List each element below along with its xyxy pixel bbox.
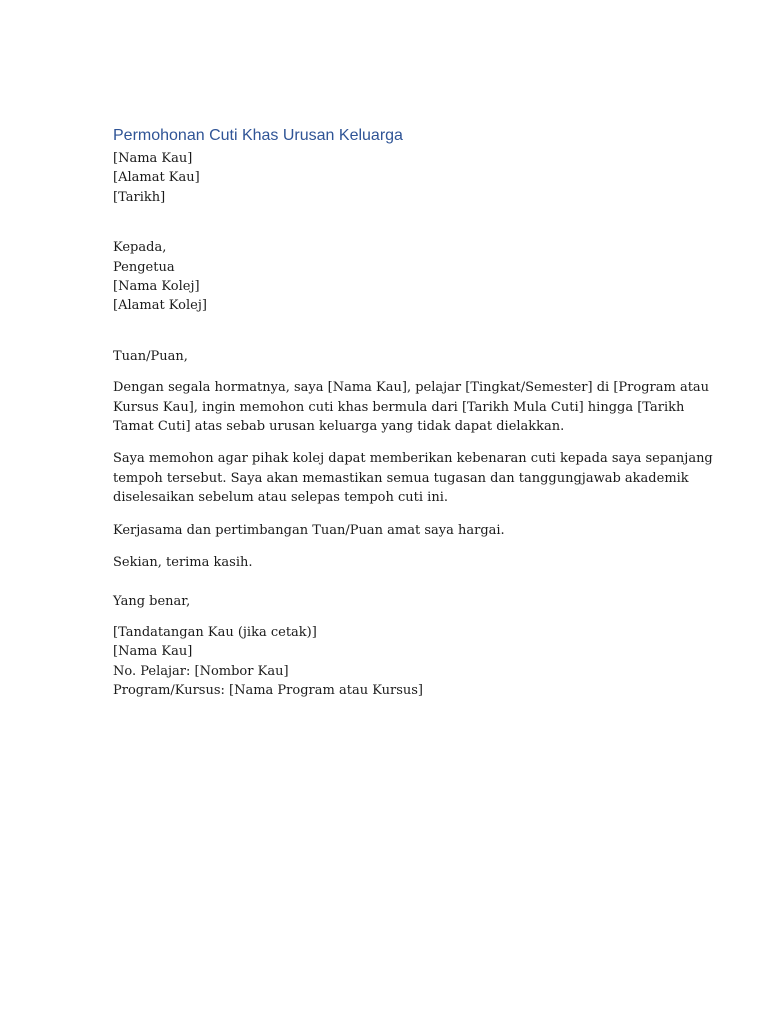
- sender-block: [113, 149, 658, 207]
- salutation: Tuan/Puan,: [113, 348, 188, 364]
- sender-name: [Nama Kau]: [113, 151, 193, 166]
- paragraph-line: Dengan segala hormatnya, saya [Nama Kau], pelajar [Tingkat/Semester] di [Program atau: [113, 380, 710, 396]
- letter-title: Permohonan Cuti Khas Urusan Keluarga: [113, 127, 403, 144]
- letter-body: [113, 124, 713, 701]
- paragraph-request: [113, 378, 710, 436]
- recipient-college-name: [Nama Kolej]: [113, 279, 200, 295]
- sender-address: [Alamat Kau]: [113, 170, 200, 186]
- program-course: Program/Kursus: [Nama Program atau Kursus]: [113, 683, 423, 699]
- paragraph-line: diselesaikan sebelum atau selepas tempoh cuti ini.: [113, 490, 448, 506]
- paragraph-line: Saya memohon agar pihak kolej dapat memberikan kebenaran cuti kepada saya sepanjang: [113, 451, 713, 467]
- signature-line: [Tandatangan Kau (jika cetak)]: [113, 624, 317, 640]
- recipient-to: Kepada,: [113, 240, 167, 256]
- recipient-block: [113, 238, 658, 316]
- signature-block: [113, 623, 658, 701]
- closing-sincerely: Yang benar,: [113, 593, 191, 609]
- paragraph-assurance: [113, 449, 713, 507]
- recipient-college-address: [Alamat Kolej]: [113, 298, 207, 314]
- paragraph-appreciation: Kerjasama dan pertimbangan Tuan/Puan amat saya hargai.: [113, 522, 505, 538]
- student-number: No. Pelajar: [Nombor Kau]: [113, 663, 289, 679]
- paragraph-line: tempoh tersebut. Saya akan memastikan semua tugasan dan tanggungjawab akademik: [113, 470, 689, 486]
- letter-date: [Tarikh]: [113, 189, 166, 205]
- recipient-title: Pengetua: [113, 259, 175, 275]
- closing-thanks: Sekian, terima kasih.: [113, 555, 253, 571]
- paragraph-line: Tamat Cuti] atas sebab urusan keluarga yang tidak dapat dielakkan.: [113, 419, 565, 435]
- signature-name: [Nama Kau]: [113, 644, 193, 660]
- paragraph-line: Kursus Kau], ingin memohon cuti khas bermula dari [Tarikh Mula Cuti] hingga [Tarikh: [113, 399, 685, 415]
